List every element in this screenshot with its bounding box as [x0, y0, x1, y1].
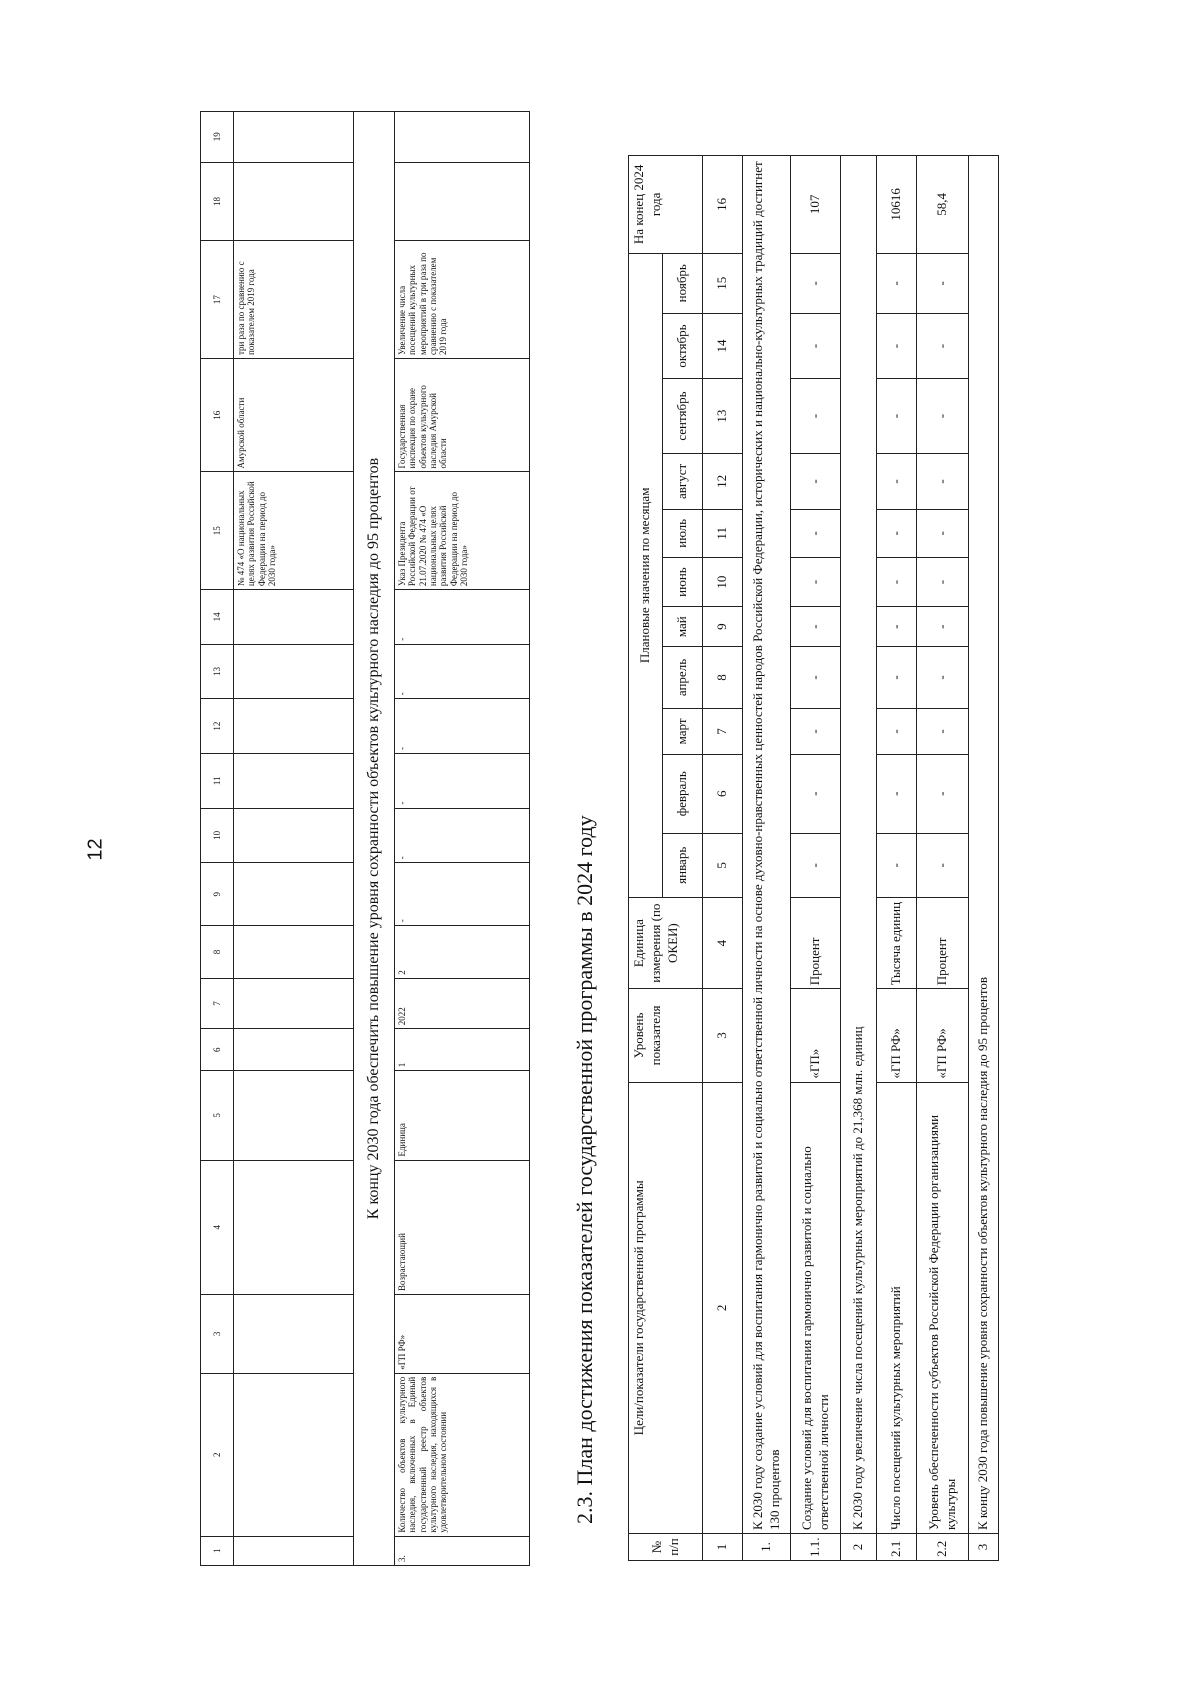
indicator-table-continued — [200, 111, 530, 1566]
col-header: 13 — [201, 644, 234, 699]
plan-table-2024 — [628, 155, 991, 1561]
cell-value: - — [877, 709, 917, 755]
cell-value: - — [395, 699, 530, 754]
col-header: 19 — [201, 112, 234, 163]
month-header: январь — [663, 833, 703, 897]
month-header: апрель — [663, 646, 703, 708]
cell-value: - — [791, 646, 841, 708]
cell-trend: Возрастающий — [395, 1160, 530, 1294]
cell-doc: Указ Президента Российской Федерации от 21.07.2020 № 474 «О национальных целях развития Российской Федерации на период до 2030 года» — [395, 472, 530, 590]
cell-resp: Амурской области — [234, 359, 354, 472]
cell-value: - — [877, 313, 917, 378]
cell-level: «ГП РФ» — [877, 989, 917, 1082]
cell-year: 2022 — [395, 978, 530, 1028]
number-row — [703, 156, 743, 1561]
cell-value: - — [791, 557, 841, 607]
col-header: 10 — [201, 808, 234, 863]
cell-value: - — [877, 646, 917, 708]
cell-value: - — [877, 379, 917, 454]
table-row — [395, 112, 530, 1566]
table-row — [234, 112, 354, 1566]
col-header-num: № п/п — [629, 1534, 703, 1561]
cell-value: - — [917, 379, 969, 454]
cell-end: 58,4 — [917, 156, 969, 254]
col-header-name: Цели/показатели государственной программы — [629, 1082, 703, 1533]
goal-row — [743, 156, 791, 1561]
cell-value: - — [917, 313, 969, 378]
section-title: К концу 2030 года обеспечить повышение уровня сохранности объектов культурного наследия до 95 процентов — [354, 112, 395, 1566]
cell-value: - — [877, 557, 917, 607]
cell-value: - — [917, 709, 969, 755]
cell-name: Уровень обеспеченности субъектов Российской Федерации организациями культуры — [917, 1082, 969, 1533]
col-number: 14 — [703, 313, 743, 378]
cell-value: - — [917, 509, 969, 557]
page-number: 12 — [84, 838, 107, 861]
col-number: 7 — [703, 709, 743, 755]
cell-name: Создание условий для воспитания гармонично развитой и социально ответственной личности — [791, 1082, 841, 1533]
cell-value: - — [877, 833, 917, 897]
col-number: 8 — [703, 646, 743, 708]
col-header: 12 — [201, 699, 234, 754]
cell-num: 3. — [395, 1536, 530, 1565]
col-header-end: На конец 2024 года — [629, 156, 703, 254]
col-header: 14 — [201, 590, 234, 645]
month-header: март — [663, 709, 703, 755]
cell-end: 10616 — [877, 156, 917, 254]
cell-unit: Процент — [917, 897, 969, 988]
col-number: 1 — [703, 1534, 743, 1561]
col-header: 16 — [201, 359, 234, 472]
table-row — [877, 156, 917, 1561]
col-header: 1 — [201, 1536, 234, 1565]
table-row — [917, 156, 969, 1561]
cell-value: - — [395, 863, 530, 926]
cell-value: - — [791, 253, 841, 313]
cell-base: 1 — [395, 1029, 530, 1071]
cell-value: - — [395, 644, 530, 699]
month-header: сентябрь — [663, 379, 703, 454]
cell-value: - — [917, 253, 969, 313]
col-header: 7 — [201, 978, 234, 1028]
goal-text: К концу 2030 года повышение уровня сохранности объектов культурного наследия до 95 процентов — [969, 156, 999, 1534]
cell-num: 1.1. — [791, 1534, 841, 1561]
col-header: 2 — [201, 1373, 234, 1536]
col-header: 17 — [201, 241, 234, 359]
col-number: 12 — [703, 453, 743, 509]
cell-value: - — [395, 590, 530, 645]
cell-value: - — [791, 453, 841, 509]
col-number: 6 — [703, 754, 743, 833]
cell-value: - — [877, 453, 917, 509]
cell-value: - — [791, 709, 841, 755]
cell-value: - — [395, 808, 530, 863]
cell-resp: Государственная инспекция по охране объектов культурного наследия Амурской области — [395, 359, 530, 472]
cell-value: - — [877, 253, 917, 313]
cell-level: «ГП» — [791, 989, 841, 1082]
col-header: 8 — [201, 926, 234, 979]
cell-value: - — [395, 753, 530, 808]
col-header: 9 — [201, 863, 234, 926]
col-number: 3 — [703, 989, 743, 1082]
goal-text: К 2030 году создание условий для воспитания гармонично развитой и социально ответственной личности на основе духовно-нравственных ценностей народов Российской Федерации, исторических и национально-культурных традиций достигнет 130 процентов — [743, 156, 791, 1534]
col-header: 5 — [201, 1071, 234, 1160]
col-header-unit: Единица измерения (по ОКЕИ) — [629, 897, 703, 988]
cell-num: 2.1 — [877, 1534, 917, 1561]
col-number: 9 — [703, 607, 743, 646]
cell-value: - — [917, 557, 969, 607]
cell-value: 2 — [395, 926, 530, 979]
col-number: 13 — [703, 379, 743, 454]
goal-num: 2 — [841, 1534, 877, 1561]
col-number: 11 — [703, 509, 743, 557]
goal-num: 3 — [969, 1534, 999, 1561]
cell-unit: Процент — [791, 897, 841, 988]
col-header: 11 — [201, 753, 234, 808]
goal-num: 1. — [743, 1534, 791, 1561]
cell-value: - — [791, 754, 841, 833]
col-number: 2 — [703, 1082, 743, 1533]
col-number: 10 — [703, 557, 743, 607]
cell-value: - — [791, 833, 841, 897]
cell-level: «ГП РФ» — [917, 989, 969, 1082]
cell-num: 2.2 — [917, 1534, 969, 1561]
cell-value: - — [791, 509, 841, 557]
month-header: июль — [663, 509, 703, 557]
cell-unit: Тысяча единиц — [877, 897, 917, 988]
month-header: май — [663, 607, 703, 646]
section-row — [354, 112, 395, 1566]
goal-row — [969, 156, 999, 1561]
header-row — [201, 112, 234, 1566]
col-number: 5 — [703, 833, 743, 897]
col-header: 15 — [201, 472, 234, 590]
cell-value: - — [791, 379, 841, 454]
cell-link: Увеличение числа посещений культурных мероприятий в три раза по сравнению с показателем 2019 года — [395, 241, 530, 359]
month-header: август — [663, 453, 703, 509]
cell-name: Число посещений культурных мероприятий — [877, 1082, 917, 1533]
cell-value: - — [791, 313, 841, 378]
month-header: февраль — [663, 754, 703, 833]
cell-unit: Единица — [395, 1071, 530, 1160]
col-header: 4 — [201, 1160, 234, 1294]
cell-value: - — [877, 509, 917, 557]
cell-value: - — [791, 607, 841, 646]
col-number: 4 — [703, 897, 743, 988]
table-row — [791, 156, 841, 1561]
cell-doc: № 474 «О национальных целях развития Российской Федерации на период до 2030 года» — [234, 472, 354, 590]
cell-link: три раза по сравнению с показателем 2019 года — [234, 241, 354, 359]
month-header: ноябрь — [663, 253, 703, 313]
month-header: октябрь — [663, 313, 703, 378]
cell-value: - — [917, 646, 969, 708]
cell-value: - — [917, 607, 969, 646]
cell-value: - — [917, 754, 969, 833]
cell-end: 107 — [791, 156, 841, 254]
col-number: 15 — [703, 253, 743, 313]
cell-value: - — [917, 453, 969, 509]
month-header: июнь — [663, 557, 703, 607]
cell-level: «ГП РФ» — [395, 1294, 530, 1373]
col-header: 18 — [201, 162, 234, 241]
col-number: 16 — [703, 156, 743, 254]
cell-value: - — [877, 754, 917, 833]
col-header-level: Уровень показателя — [629, 989, 703, 1082]
col-header-months: Плановые значения по месяцам — [629, 253, 663, 897]
cell-name: Количество объектов культурного наследия, включенных в Единый государственный реестр объектов культурного наследия, находящихся в удовлетворительном состоянии — [395, 1373, 530, 1536]
goal-row — [841, 156, 877, 1561]
col-header: 3 — [201, 1294, 234, 1373]
cell-value: - — [917, 833, 969, 897]
goal-text: К 2030 году увеличение числа посещений культурных мероприятий до 21,368 млн. единиц — [841, 156, 877, 1534]
col-header: 6 — [201, 1029, 234, 1071]
section-title-2-3: 2.3. План достижения показателей государственной программы в 2024 году — [572, 815, 597, 1524]
cell-value: - — [877, 607, 917, 646]
